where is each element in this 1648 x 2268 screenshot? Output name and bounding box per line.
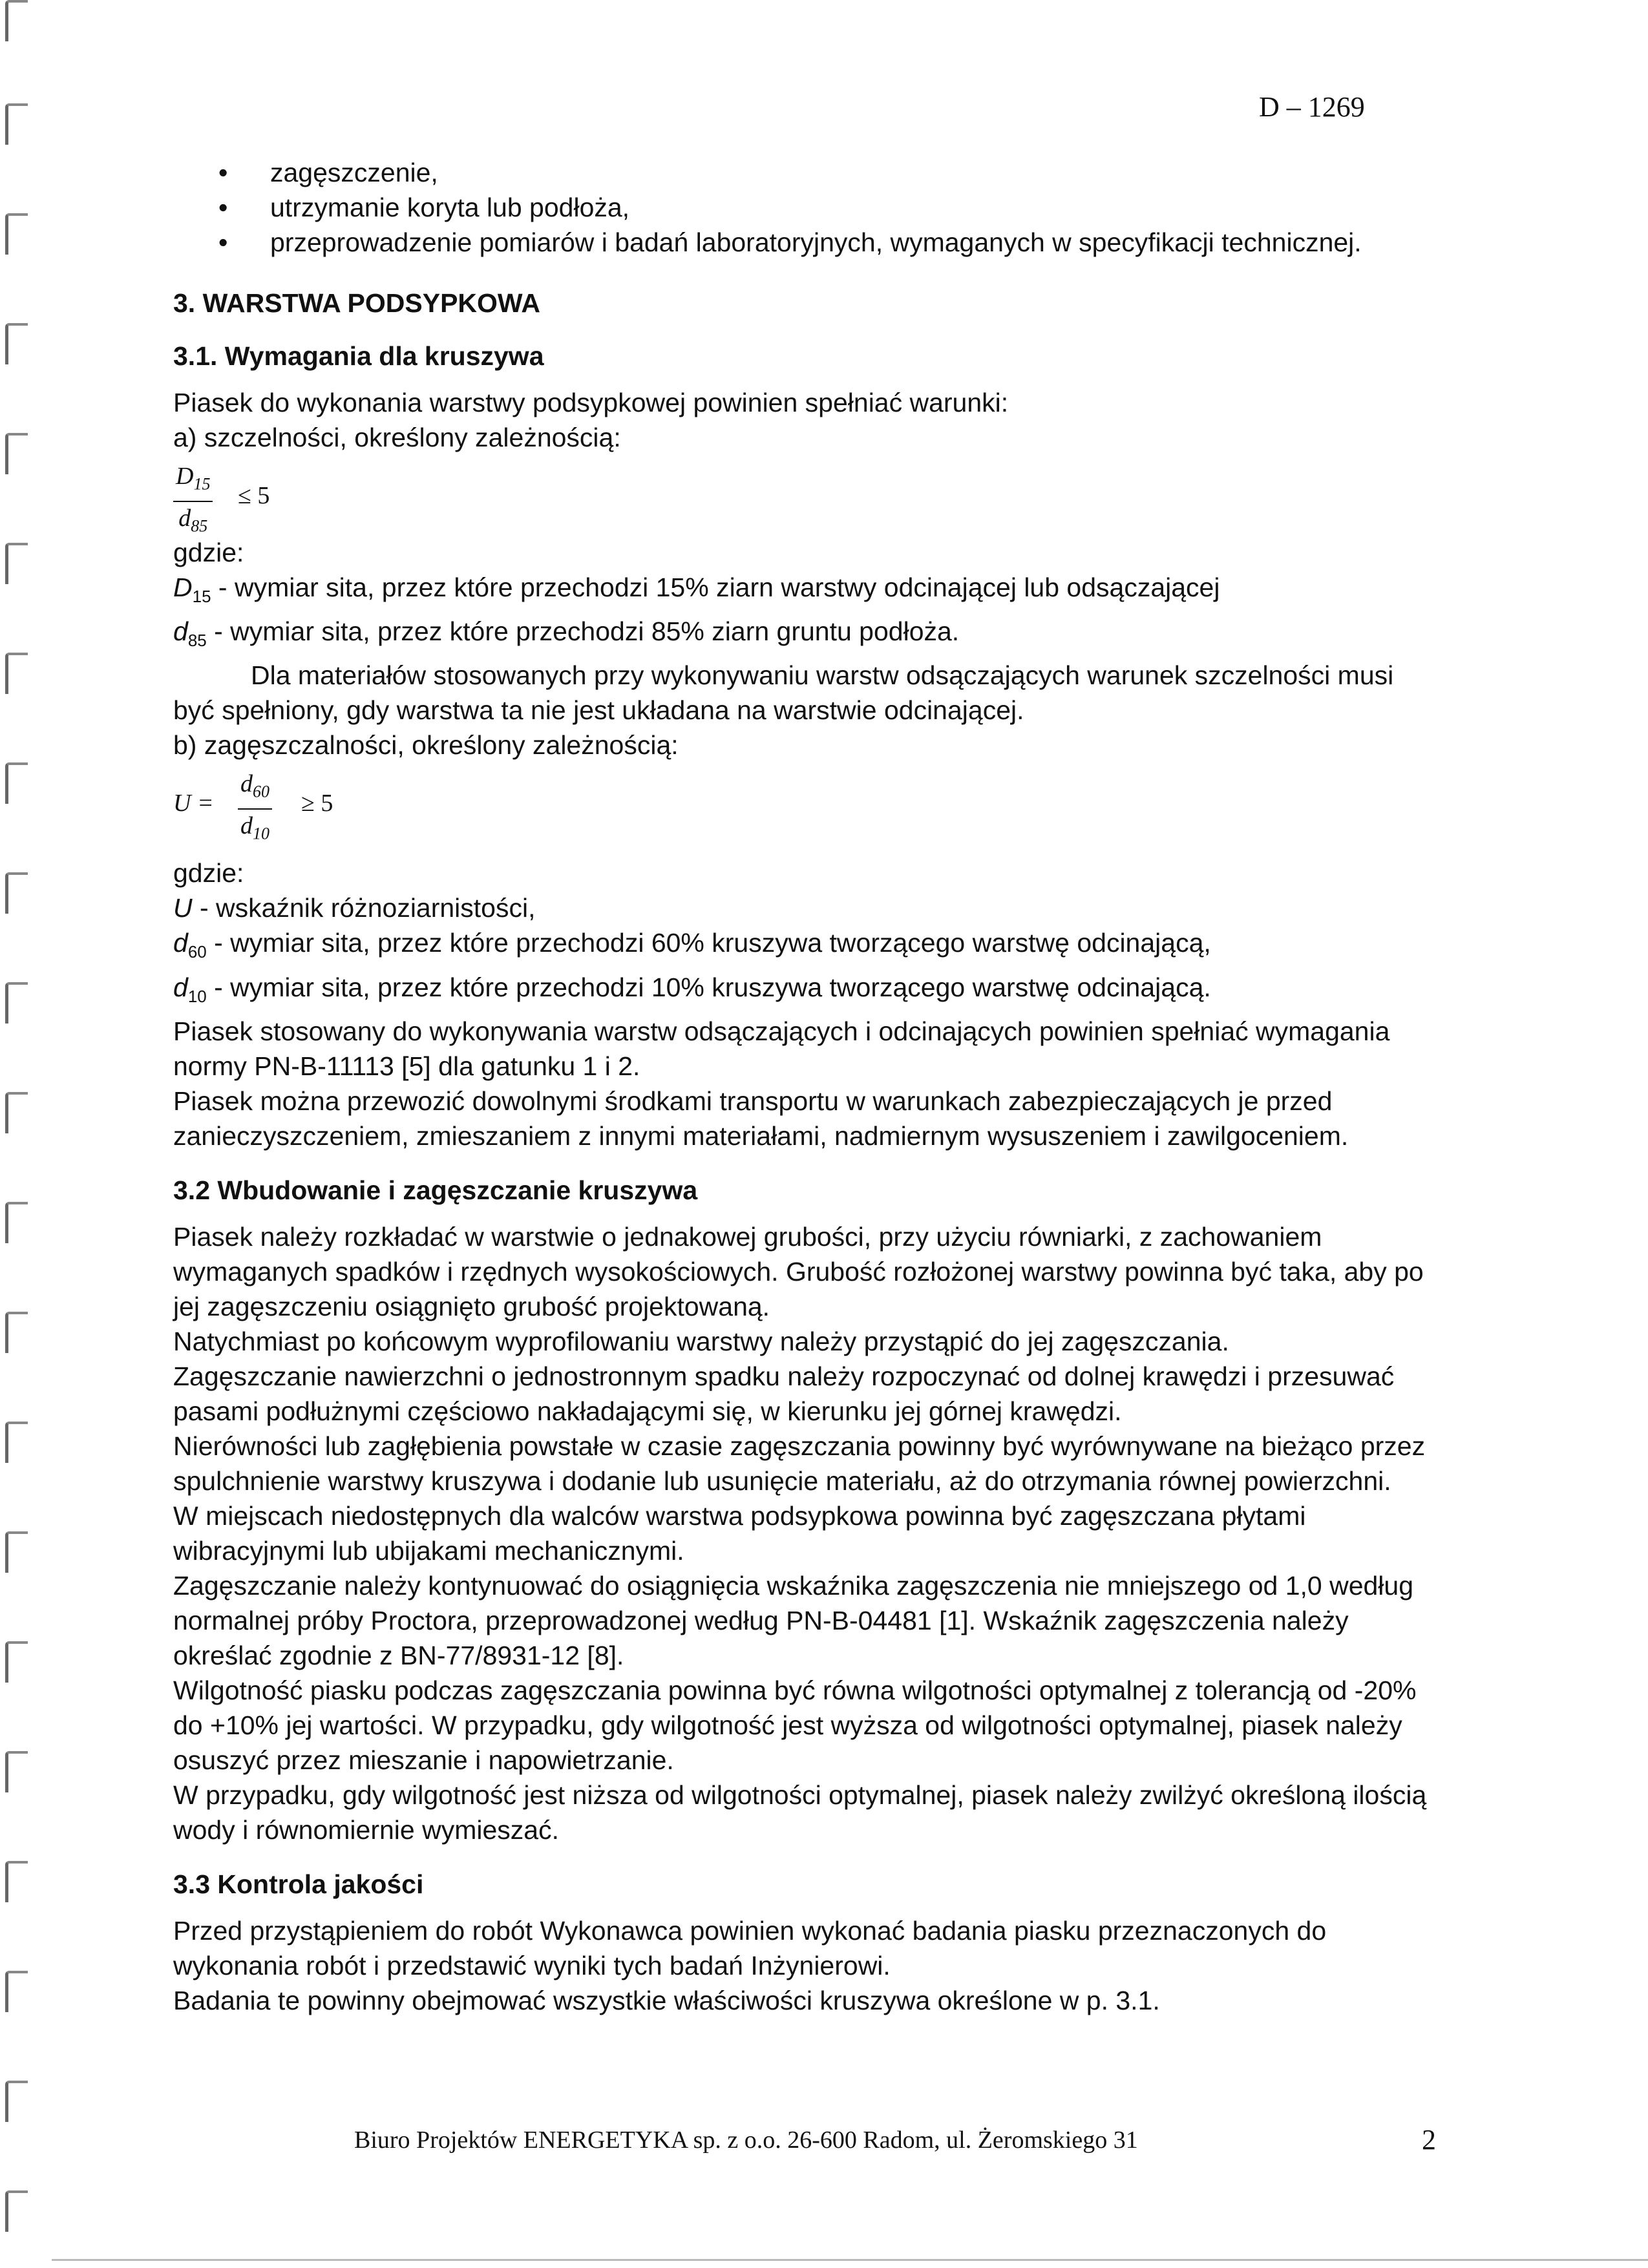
paragraph: Piasek do wykonania warstwy podsypkowej powinien spełniać warunki:: [173, 388, 1009, 417]
definition-text: - wymiar sita, przez które przechodzi 15% ziarn warstwy odcinającej lub odsączającej: [211, 572, 1220, 602]
fraction-numerator: [173, 460, 213, 502]
list-item: • utrzymanie koryta lub podłoża,: [173, 190, 1440, 225]
paragraph: b) zagęszczalności, określony zależnością:: [173, 730, 679, 761]
paragraph: Piasek stosowany do wykonywania warstw odsączających i odcinających powinien spełniać wymagania normy PN-B-11113 [5] dla gatunku 1 i 2.: [173, 1016, 1390, 1081]
paragraph: W miejscach niedostępnych dla walców warstwa podsypkowa powinna być zagęszczana płytami wibracyjnymi lub ubijakami mechanicznymi.: [173, 1500, 1306, 1566]
bullet-list: [173, 155, 1440, 260]
binder-mark: [5, 543, 28, 584]
paragraph: Zagęszczanie nawierzchni o jednostronnym spadku należy rozpoczynać od dolnej krawędzi i przesuwać pasami podłużnymi częściowo nakładającymi się, w kierunku jej górnej krawędzi.: [173, 1361, 1395, 1426]
definition: [173, 570, 1440, 614]
document-number: D – 1269: [1259, 91, 1365, 123]
paragraph: a) szczelności, określony zależnością:: [173, 423, 621, 452]
subscript: 10: [187, 986, 207, 1006]
binder-mark: [5, 653, 28, 694]
paragraph: Przed przystąpieniem do robót Wykonawca powinien wykonać badania piasku przeznaczonych do wykonania robót i przedstawić wyniki tych badań Inżynierowi.: [173, 1915, 1327, 1980]
paragraph: Dla materiałów stosowanych przy wykonywaniu warstw odsączających warunek szczelności musi być spełniony, gdy warstwa ta nie jest układana na warstwie odcinającej.: [173, 660, 1394, 726]
fraction: [173, 460, 213, 542]
formula-relation: ≥ 5: [301, 790, 333, 817]
fraction-denominator: [173, 502, 213, 543]
paragraph: gdzie:: [173, 858, 244, 888]
section-heading: 3. WARSTWA PODSYPKOWA: [173, 288, 540, 318]
page-content: [173, 155, 1440, 2018]
symbol: d: [240, 812, 253, 839]
formula-relation: ≤ 5: [238, 482, 270, 509]
subscript: 15: [192, 587, 211, 607]
definition: [173, 890, 1440, 925]
page-number: 2: [1422, 2124, 1436, 2156]
subscript: 60: [253, 782, 269, 801]
binder-mark: [5, 323, 28, 364]
symbol: d: [173, 616, 188, 647]
definition-text: - wymiar sita, przez które przechodzi 60% kruszywa tworzącego warstwę odcinającą,: [206, 928, 1211, 958]
definition: [173, 970, 1440, 1014]
binder-mark: [5, 0, 28, 41]
binder-mark: [5, 1312, 28, 1353]
binder-edge: [0, 0, 52, 2268]
symbol: U: [173, 893, 193, 923]
paragraph: Nierówności lub zagłębienia powstałe w czasie zagęszczania powinny być wyrównywane na bieżąco przez spulchnienie warstwy kruszywa i dodanie lub usunięcie materiału, aż do otrzymania równej powierzchni.: [173, 1431, 1426, 1496]
binder-mark: [5, 1531, 28, 1573]
list-item: • zagęszczenie,: [173, 155, 1440, 190]
symbol: d: [240, 770, 253, 798]
binder-mark: [5, 1751, 28, 1792]
definition: [173, 925, 1440, 969]
paragraph: Natychmiast po końcowym wyprofilowaniu warstwy należy przystąpić do jej zagęszczania.: [173, 1326, 1229, 1356]
definition-text: - wskaźnik różnoziarnistości,: [192, 893, 536, 923]
symbol: D: [176, 463, 194, 490]
binder-mark: [5, 982, 28, 1024]
subsection-heading: 3.1. Wymagania dla kruszywa: [173, 341, 544, 371]
list-item: • przeprowadzenie pomiarów i badań laboratoryjnych, wymaganych w specyfikacji technicznej.: [173, 225, 1440, 260]
fraction-numerator: [238, 768, 272, 810]
subscript: 60: [187, 942, 207, 962]
definition: [173, 614, 1440, 658]
binder-mark: [5, 762, 28, 804]
subscript: 85: [191, 516, 208, 536]
scan-edge-line: [52, 2259, 1648, 2261]
subsection-heading: 3.2 Wbudowanie i zagęszczanie kruszywa: [173, 1175, 698, 1205]
subsection-heading: 3.3 Kontrola jakości: [173, 1869, 424, 1899]
binder-mark: [5, 1202, 28, 1243]
binder-mark: [5, 872, 28, 914]
subscript: 15: [193, 474, 211, 494]
definition-text: - wymiar sita, przez które przechodzi 85% ziarn gruntu podłoża.: [206, 616, 960, 647]
symbol: d: [173, 928, 188, 958]
paragraph: Zagęszczanie należy kontynuować do osiągnięcia wskaźnika zagęszczenia nie mniejszego od 1,0 według normalnej próby Proctora, przeprowadzonej według PN-B-04481 [1]. Wskaźnik zagęszczenia należy określać zgodnie z BN-77/8931-12 [8].: [173, 1570, 1414, 1670]
symbol: d: [178, 504, 191, 532]
binder-mark: [5, 1422, 28, 1463]
subscript: 85: [187, 631, 207, 651]
subscript: 10: [253, 824, 269, 843]
paragraph: Wilgotność piasku podczas zagęszczania powinna być równa wilgotności optymalnej z tolerancją od -20% do +10% jej wartości. W przypadku, gdy wilgotność jest wyższa od wilgotności optymalnej, piasek należy osuszyć przez mieszanie i napowietrzanie.: [173, 1675, 1417, 1775]
binder-mark: [5, 2190, 28, 2232]
fraction-denominator: [238, 810, 272, 850]
binder-mark: [5, 103, 28, 145]
binder-mark: [5, 1861, 28, 1902]
fraction: [238, 768, 272, 850]
binder-mark: [5, 213, 28, 255]
footer-text: Biuro Projektów ENERGETYKA sp. z o.o. 26-600 Radom, ul. Żeromskiego 31: [354, 2126, 1138, 2154]
binder-mark: [5, 1641, 28, 1683]
definition-text: - wymiar sita, przez które przechodzi 10% kruszywa tworzącego warstwę odcinającą.: [206, 972, 1211, 1002]
paragraph: Piasek należy rozkładać w warstwie o jednakowej grubości, przy użyciu równiarki, z zachowaniem wymaganych spadków i rzędnych wysokościowych. Grubość rozłożonej warstwy powinna być taka, aby po jej zagęszczeniu osiągnięto grubość projektowaną.: [173, 1221, 1424, 1321]
formula-filtration: [173, 460, 1440, 536]
binder-mark: [5, 1971, 28, 2012]
paragraph: Piasek można przewozić dowolnymi środkami transportu w warunkach zabezpieczających je przed zanieczyszczeniem, zmieszaniem z innymi materiałami, nadmiernym wysuszeniem i zawilgoceniem.: [173, 1086, 1349, 1151]
symbol: D: [173, 572, 193, 602]
symbol: d: [173, 972, 188, 1002]
paragraph: gdzie:: [173, 538, 244, 567]
paragraph: W przypadku, gdy wilgotność jest niższa od wilgotności optymalnej, piasek należy zwilżyć określoną ilością wody i równomiernie wymieszać.: [173, 1780, 1427, 1845]
paragraph: Badania te powinny obejmować wszystkie właściwości kruszywa określone w p. 3.1.: [173, 1985, 1160, 2015]
binder-mark: [5, 433, 28, 474]
formula-lhs: U =: [173, 790, 214, 817]
formula-uniformity: [173, 768, 1440, 852]
binder-mark: [5, 2081, 28, 2122]
binder-mark: [5, 1092, 28, 1133]
